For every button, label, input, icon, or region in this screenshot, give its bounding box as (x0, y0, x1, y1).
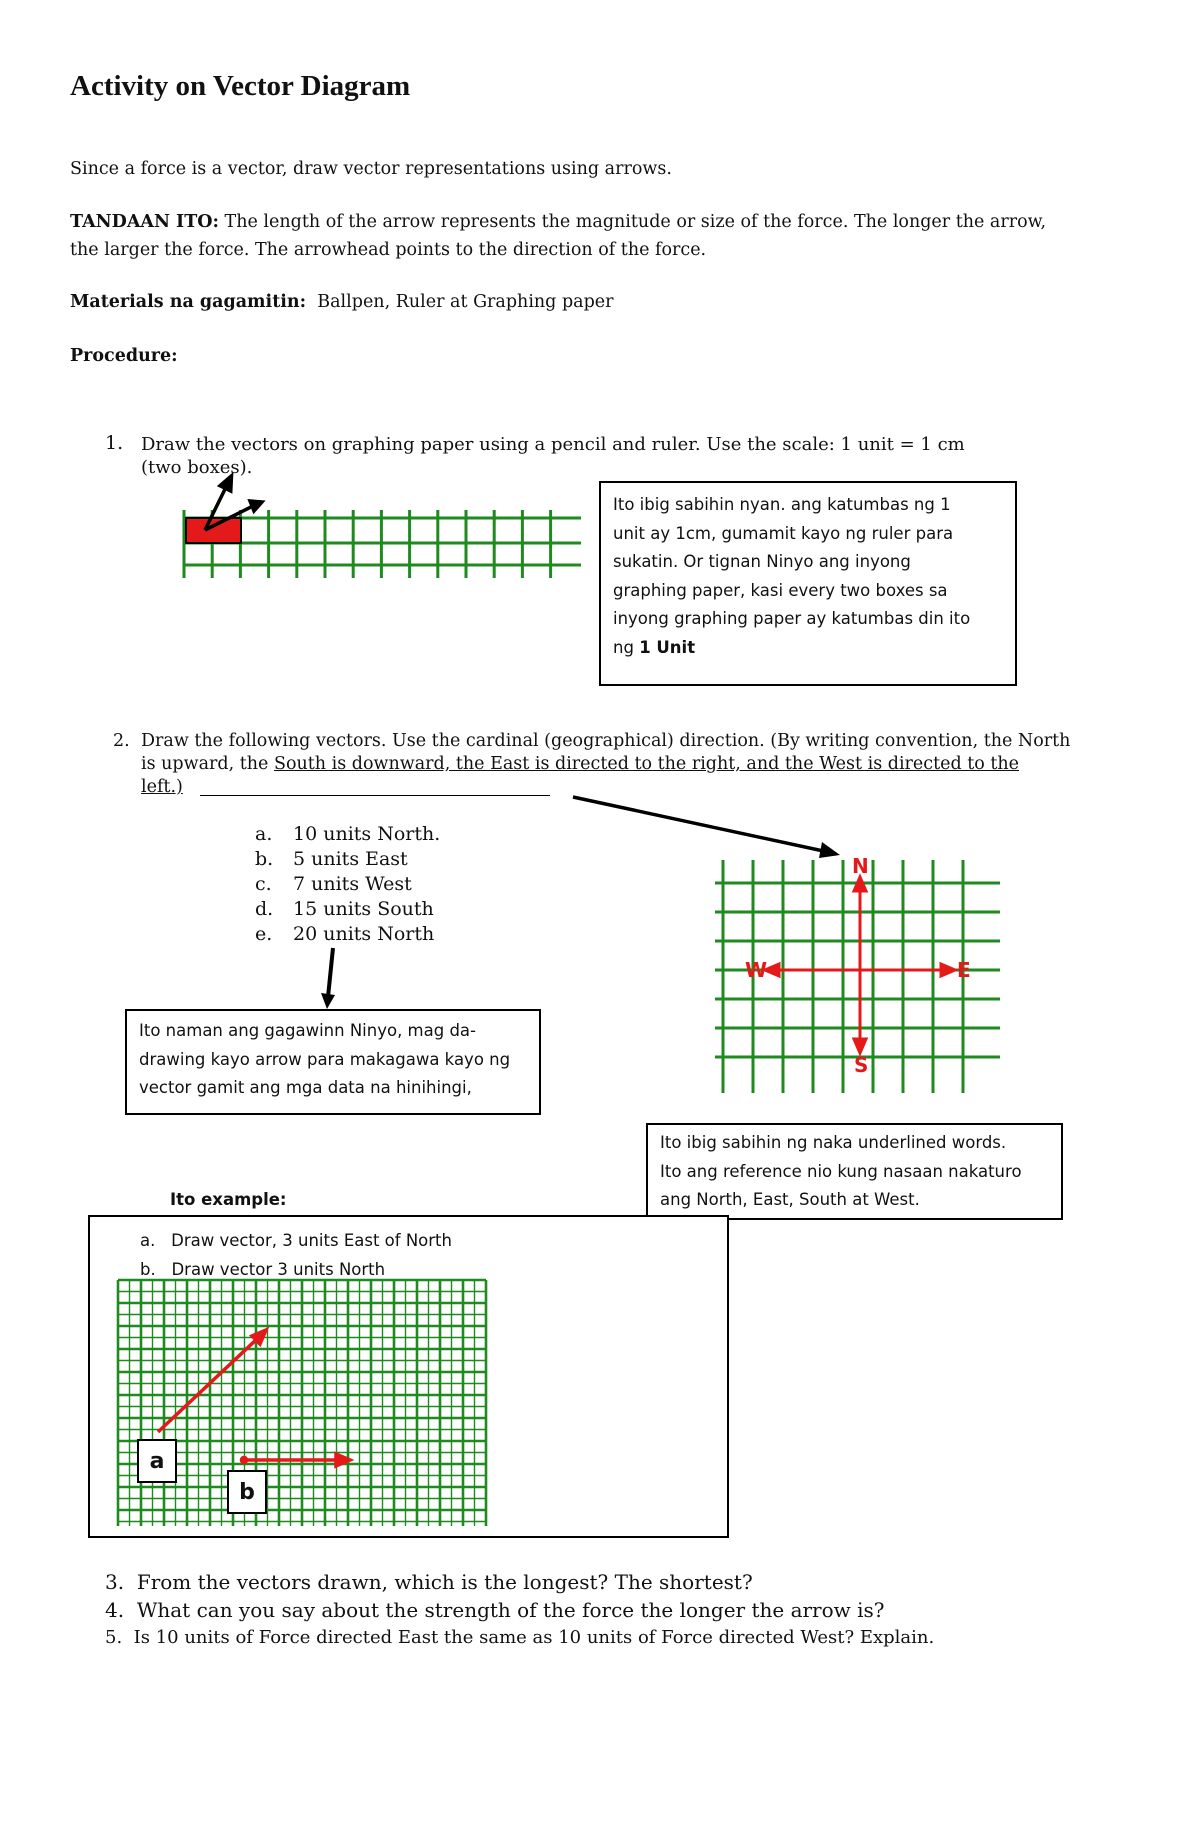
q3-text: From the vectors drawn, which is the longest? The shortest? (136, 1570, 753, 1594)
step2-text (141, 730, 1171, 799)
example-items (140, 1226, 452, 1284)
example-graph (118, 1280, 493, 1530)
example-label: Ito example: (170, 1190, 287, 1209)
vector-explain-l2: drawing kayo arrow para makagawa kayo ng (139, 1049, 511, 1069)
vector-explanation-box (125, 1009, 541, 1115)
unit-explain-l6-pre: ng (613, 637, 640, 657)
tag-a: a (137, 1439, 177, 1483)
note-label: TANDAAN ITO: (70, 212, 219, 232)
vector-item-text: 15 units South (293, 898, 434, 920)
west-arrowhead (765, 964, 779, 976)
example-b-text: Draw vector 3 units North (171, 1260, 386, 1279)
example-box (88, 1215, 729, 1538)
vector-item (255, 822, 440, 847)
underline-explain-l1: Ito ibig sabihin ng naka underlined words. (660, 1133, 1007, 1152)
note-paragraph (70, 208, 1150, 264)
step1-graph (180, 455, 590, 595)
list-arrow (315, 945, 345, 1015)
vector-item-letter: e. (255, 923, 273, 945)
pointer-arrow (570, 790, 850, 860)
vector-item (255, 897, 440, 922)
vector-item-text: 7 units West (293, 873, 412, 895)
procedure-label: Procedure: (70, 346, 178, 366)
vector-item-text: 10 units North. (293, 823, 441, 845)
compass-s: S (854, 1053, 869, 1077)
compass-w: W (745, 958, 768, 982)
question-5 (105, 1624, 934, 1652)
underline-explain-l2: Ito ang reference nio kung nasaan nakaturo (660, 1161, 1022, 1181)
tag-b: b (227, 1470, 267, 1514)
vector-explain-l1: Ito naman ang gagawinn Ninyo, mag da- (139, 1021, 477, 1040)
vector-explain-l3: vector gamit ang mga data na hinihingi, (139, 1078, 472, 1097)
vector-item-letter: b. (255, 848, 274, 870)
q5-text: Is 10 units of Force directed East the same as 10 units of Force directed West? Explain. (133, 1627, 935, 1648)
vector-item-letter: c. (255, 873, 272, 895)
vector-item (255, 847, 440, 872)
q4-num: 4. (105, 1598, 125, 1622)
compass-graph (715, 855, 1005, 1095)
strip-grid (184, 510, 581, 578)
vector-list (255, 822, 440, 947)
intro-text: Since a force is a vector, draw vector representations using arrows. (70, 159, 672, 179)
vector-item (255, 922, 440, 947)
compass-e: E (957, 958, 971, 982)
example-grid (118, 1280, 486, 1526)
q5-num: 5. (105, 1627, 123, 1648)
question-3 (105, 1568, 753, 1596)
step1-number: 1. (105, 432, 124, 454)
question-4 (105, 1596, 885, 1624)
note-text-2: the larger the force. The arrowhead points to the direction of the force. (70, 240, 707, 260)
unit-explain-l6-bold: 1 Unit (639, 637, 696, 657)
unit-explain-l1: Ito ibig sabihin nyan. ang katumbas ng 1 (613, 495, 951, 514)
underline-explain-l3: ang North, East, South at West. (660, 1190, 920, 1209)
q3-num: 3. (105, 1570, 125, 1594)
unit-explain-l3: sukatin. Or tignan Ninyo ang inyong (613, 552, 911, 571)
underline-explanation-box (646, 1123, 1063, 1220)
unit-explain-l6 (613, 634, 1003, 663)
step1-line1: Draw the vectors on graphing paper using a pencil and ruler. Use the scale: 1 unit = 1 cm (141, 434, 965, 455)
step2-line2a: is upward, the (141, 754, 274, 774)
note-text-1: The length of the arrow represents the magnitude or size of the force. The longer the arrow, (218, 212, 1047, 232)
vector-item (255, 872, 440, 897)
vector-item-text: 20 units North (293, 923, 435, 945)
vector-item-letter: a. (255, 823, 273, 845)
step2-number: 2. (113, 731, 130, 751)
example-item-a (140, 1226, 452, 1255)
materials-line (70, 288, 614, 316)
compass-n: N (852, 854, 869, 878)
vector-item-text: 5 units East (293, 848, 408, 870)
materials-value: Ballpen, Ruler at Graphing paper (317, 292, 614, 312)
step2-line1: Draw the following vectors. Use the cardinal (geographical) direction. (By writing convention, the North (141, 731, 1071, 751)
example-a-text: Draw vector, 3 units East of North (171, 1231, 452, 1250)
north-arrowhead (854, 877, 866, 891)
example-a-letter: a. (140, 1231, 156, 1250)
page-title: Activity on Vector Diagram (70, 70, 411, 102)
unit-explain-l4: graphing paper, kasi every two boxes sa (613, 580, 948, 600)
unit-explain-l2: unit ay 1cm, gumamit kayo ng ruler para (613, 523, 954, 543)
unit-highlight (186, 518, 241, 543)
underline-rule (200, 795, 550, 796)
unit-explain-l5: inyong graphing paper ay katumbas din ito (613, 609, 971, 628)
step2-line3: left.) (141, 777, 183, 797)
south-arrowhead (854, 1039, 866, 1053)
materials-label: Materials na gagamitin: (70, 292, 307, 312)
step1-line2: (two boxes). (141, 457, 253, 478)
example-b-letter: b. (140, 1260, 156, 1279)
q4-text: What can you say about the strength of the force the longer the arrow is? (136, 1598, 885, 1622)
step2-line2b: South is downward, the East is directed to the right, and the West is directed to the (273, 754, 1020, 774)
vector-item-letter: d. (255, 898, 274, 920)
unit-explanation-box (599, 481, 1017, 686)
east-arrowhead (941, 964, 955, 976)
